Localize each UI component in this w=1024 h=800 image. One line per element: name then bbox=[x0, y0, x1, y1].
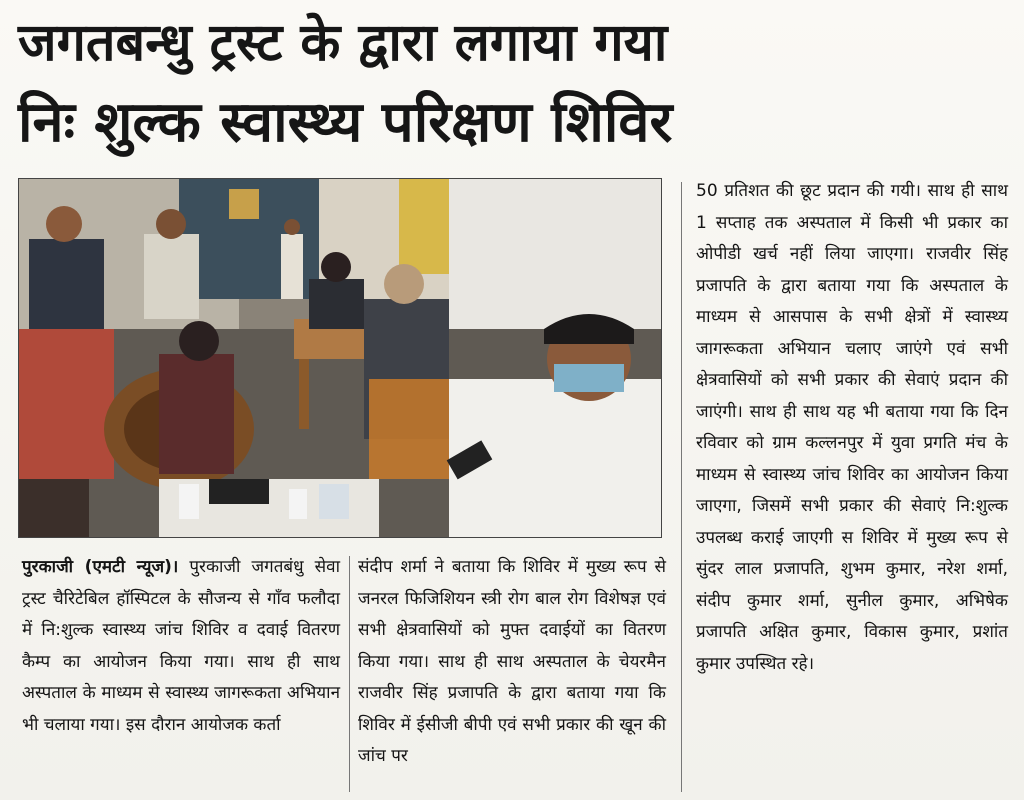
article-column-1 bbox=[22, 552, 340, 741]
article-column-2 bbox=[358, 552, 666, 773]
column-1-paragraph bbox=[22, 552, 340, 741]
news-photo bbox=[18, 178, 662, 538]
headline-line-1: जगतबन्धु ट्रस्ट के द्वारा लगाया गया bbox=[18, 13, 668, 73]
article-column-3 bbox=[696, 176, 1008, 680]
health-camp-photo-illustration bbox=[19, 179, 661, 537]
column-2-text: संदीप शर्मा ने बताया कि शिविर में मुख्य रूप से जनरल फिजिशियन स्त्री रोग बाल रोग विशेषज्ञ एवं सभी क्षेत्रवासियों को मुफ्त दवाईयों का वितरण किया गया। साथ ही साथ अस्पताल के चेयरमैन राजवीर सिंह प्रजापति के द्वारा बताया गया कि शिविर में ईसीजी बीपी एवं सभी प्रकार की खून की जांच पर bbox=[358, 557, 666, 766]
column-divider bbox=[681, 182, 682, 792]
headline-line-2: निः शुल्क स्वास्थ्य परिक्षण शिविर bbox=[18, 90, 673, 155]
column-divider bbox=[349, 556, 350, 792]
column-1-text: पुरकाजी जगतबंधु सेवा ट्रस्ट चैरिटेबिल हॉस्पिटल के सौजन्य से गाँव फलौदा में नि:शुल्क स्वास्थ्य जांच शिविर व दवाई वितरण कैम्प का आयोजन किया गया। साथ ही साथ अस्पताल के माध्यम से स्वास्थ्य जागरूकता अभियान भी चलाया गया। इस दौरान आयोजक कर्ता bbox=[22, 557, 340, 735]
dateline: पुरकाजी (एमटी न्यूज)। bbox=[22, 557, 179, 577]
column-3-text: 50 प्रतिशत की छूट प्रदान की गयी। साथ ही साथ 1 सप्ताह तक अस्पताल में किसी भी प्रकार का ओपीडी खर्च नहीं लिया जाएगा। राजवीर सिंह प्रजापति के द्वारा बताया गया कि अस्पताल के माध्यम से आसपास के सभी क्षेत्रों में स्वास्थ्य जागरूकता अभियान चलाए जाएंगे एवं सभी क्षेत्रवासियों को सभी प्रकार की सेवाएं प्रदान की जाएंगी। साथ ही साथ यह भी बताया गया कि दिन रविवार को ग्राम कल्लनपुर में युवा प्रगति मंच के माध्यम से स्वास्थ्य जांच शिविर का आयोजन किया जाएगा, जिसमें सभी प्रकार की सेवाएं नि:शुल्क उपलब्ध कराई जाएगी स शिविर में मुख्य रूप से सुंदर लाल प्रजापति, शुभम कुमार, नरेश शर्मा, संदीप कुमार शर्मा, सुनील कुमार, अभिषेक प्रजापति अक्षित कुमार, विकास कुमार, प्रशांत कुमार उपस्थित रहे। bbox=[696, 181, 1008, 674]
